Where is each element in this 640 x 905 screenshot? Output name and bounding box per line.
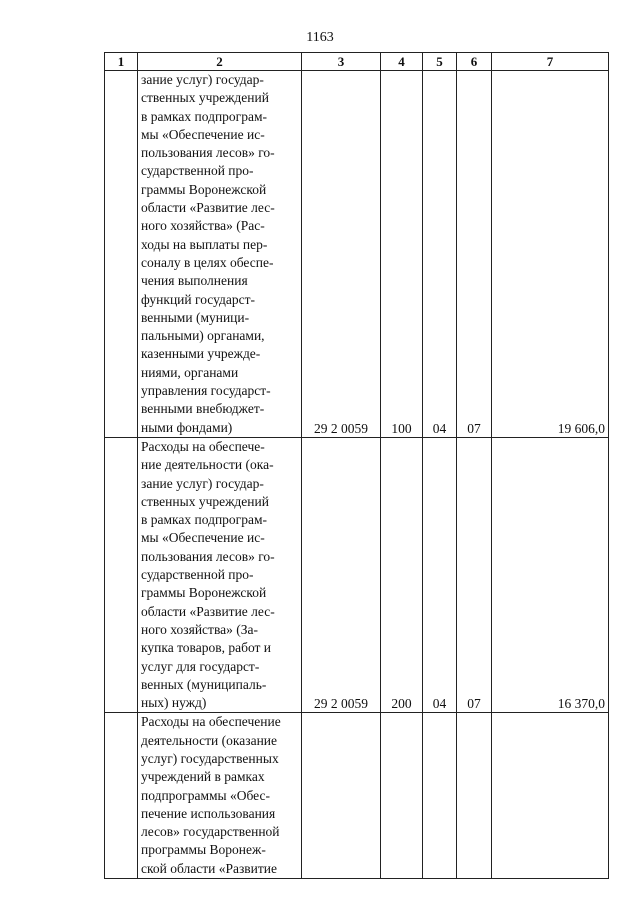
budget-table <box>104 52 609 879</box>
description-line: ных) нужд) <box>141 695 207 711</box>
expense-type-cell <box>381 713 423 879</box>
description-line: ской области «Развитие <box>141 860 278 876</box>
description-line: Расходы на обеспече- <box>141 438 265 454</box>
description-line: функций государст- <box>141 291 255 307</box>
expense-type-cell: 200 <box>381 437 423 712</box>
column-header-6: 6 <box>457 53 492 71</box>
description-line: казенными учрежде- <box>141 346 261 362</box>
description-line: учреждений в рамках <box>141 769 265 785</box>
description-line: области «Развитие лес- <box>141 200 275 216</box>
description-line: венными внебюджет- <box>141 401 265 417</box>
table-row <box>105 71 609 438</box>
description-line: ного хозяйства» (За- <box>141 621 259 637</box>
description-line: сударственной про- <box>141 163 254 179</box>
amount-cell: 16 370,0 <box>492 437 609 712</box>
column-header-4: 4 <box>381 53 423 71</box>
description-line: печение использования <box>141 805 276 821</box>
description-line: венных (муниципаль- <box>141 676 267 692</box>
section-cell: 04 <box>423 437 457 712</box>
description-line: купка товаров, работ и <box>141 640 272 656</box>
description-line: ственных учреждений <box>141 493 269 509</box>
description-line: программы Воронеж- <box>141 842 266 858</box>
table-row <box>105 713 609 879</box>
row-number-cell <box>105 713 138 879</box>
description-line: пользования лесов» го- <box>141 548 275 564</box>
description-line: пользования лесов» го- <box>141 145 275 161</box>
amount-cell <box>492 713 609 879</box>
header-row <box>105 53 609 71</box>
description-line: Расходы на обеспечение <box>141 714 281 730</box>
target-code-cell: 29 2 0059 <box>302 71 381 438</box>
description-line: пальными) органами, <box>141 328 265 344</box>
description-line: граммы Воронежской <box>141 181 267 197</box>
description-line: мы «Обеспечение ис- <box>141 126 265 142</box>
row-number-cell <box>105 71 138 438</box>
description-cell <box>138 71 302 438</box>
description-line: услуг) государственных <box>141 750 279 766</box>
description-line: венными (муници- <box>141 309 250 325</box>
target-code-cell: 29 2 0059 <box>302 437 381 712</box>
description-line: зание услуг) государ- <box>141 72 264 87</box>
subsection-cell: 07 <box>457 71 492 438</box>
description-line: подпрограммы «Обес- <box>141 787 270 803</box>
description-line: области «Развитие лес- <box>141 603 275 619</box>
description-cell <box>138 713 302 879</box>
description-line: ние деятельности (ока- <box>141 457 274 473</box>
table-row <box>105 437 609 712</box>
row-number-cell <box>105 437 138 712</box>
column-header-2: 2 <box>138 53 302 71</box>
description-line: ными фондами) <box>141 419 233 435</box>
column-header-5: 5 <box>423 53 457 71</box>
expense-type-cell: 100 <box>381 71 423 438</box>
description-line: управления государст- <box>141 383 271 399</box>
description-line: мы «Обеспечение ис- <box>141 530 265 546</box>
description-line: услуг для государст- <box>141 658 260 674</box>
description-line: чения выполнения <box>141 273 248 289</box>
amount-cell: 19 606,0 <box>492 71 609 438</box>
column-header-7: 7 <box>492 53 609 71</box>
description-line: ниями, органами <box>141 364 239 380</box>
description-line: в рамках подпрограм- <box>141 108 268 124</box>
description-line: сударственной про- <box>141 567 254 583</box>
description-line: соналу в целях обеспе- <box>141 254 274 270</box>
description-line: лесов» государственной <box>141 824 280 840</box>
column-header-1: 1 <box>105 53 138 71</box>
description-line: граммы Воронежской <box>141 585 267 601</box>
section-cell <box>423 713 457 879</box>
subsection-cell: 07 <box>457 437 492 712</box>
description-line: ходы на выплаты пер- <box>141 236 268 252</box>
description-line: ного хозяйства» (Рас- <box>141 218 265 234</box>
description-line: зание услуг) государ- <box>141 475 264 491</box>
subsection-cell <box>457 713 492 879</box>
description-cell <box>138 437 302 712</box>
target-code-cell <box>302 713 381 879</box>
section-cell: 04 <box>423 71 457 438</box>
description-line: ственных учреждений <box>141 90 269 106</box>
description-line: деятельности (оказание <box>141 732 278 748</box>
description-line: в рамках подпрограм- <box>141 512 268 528</box>
page-number: 1163 <box>306 30 334 45</box>
column-header-3: 3 <box>302 53 381 71</box>
